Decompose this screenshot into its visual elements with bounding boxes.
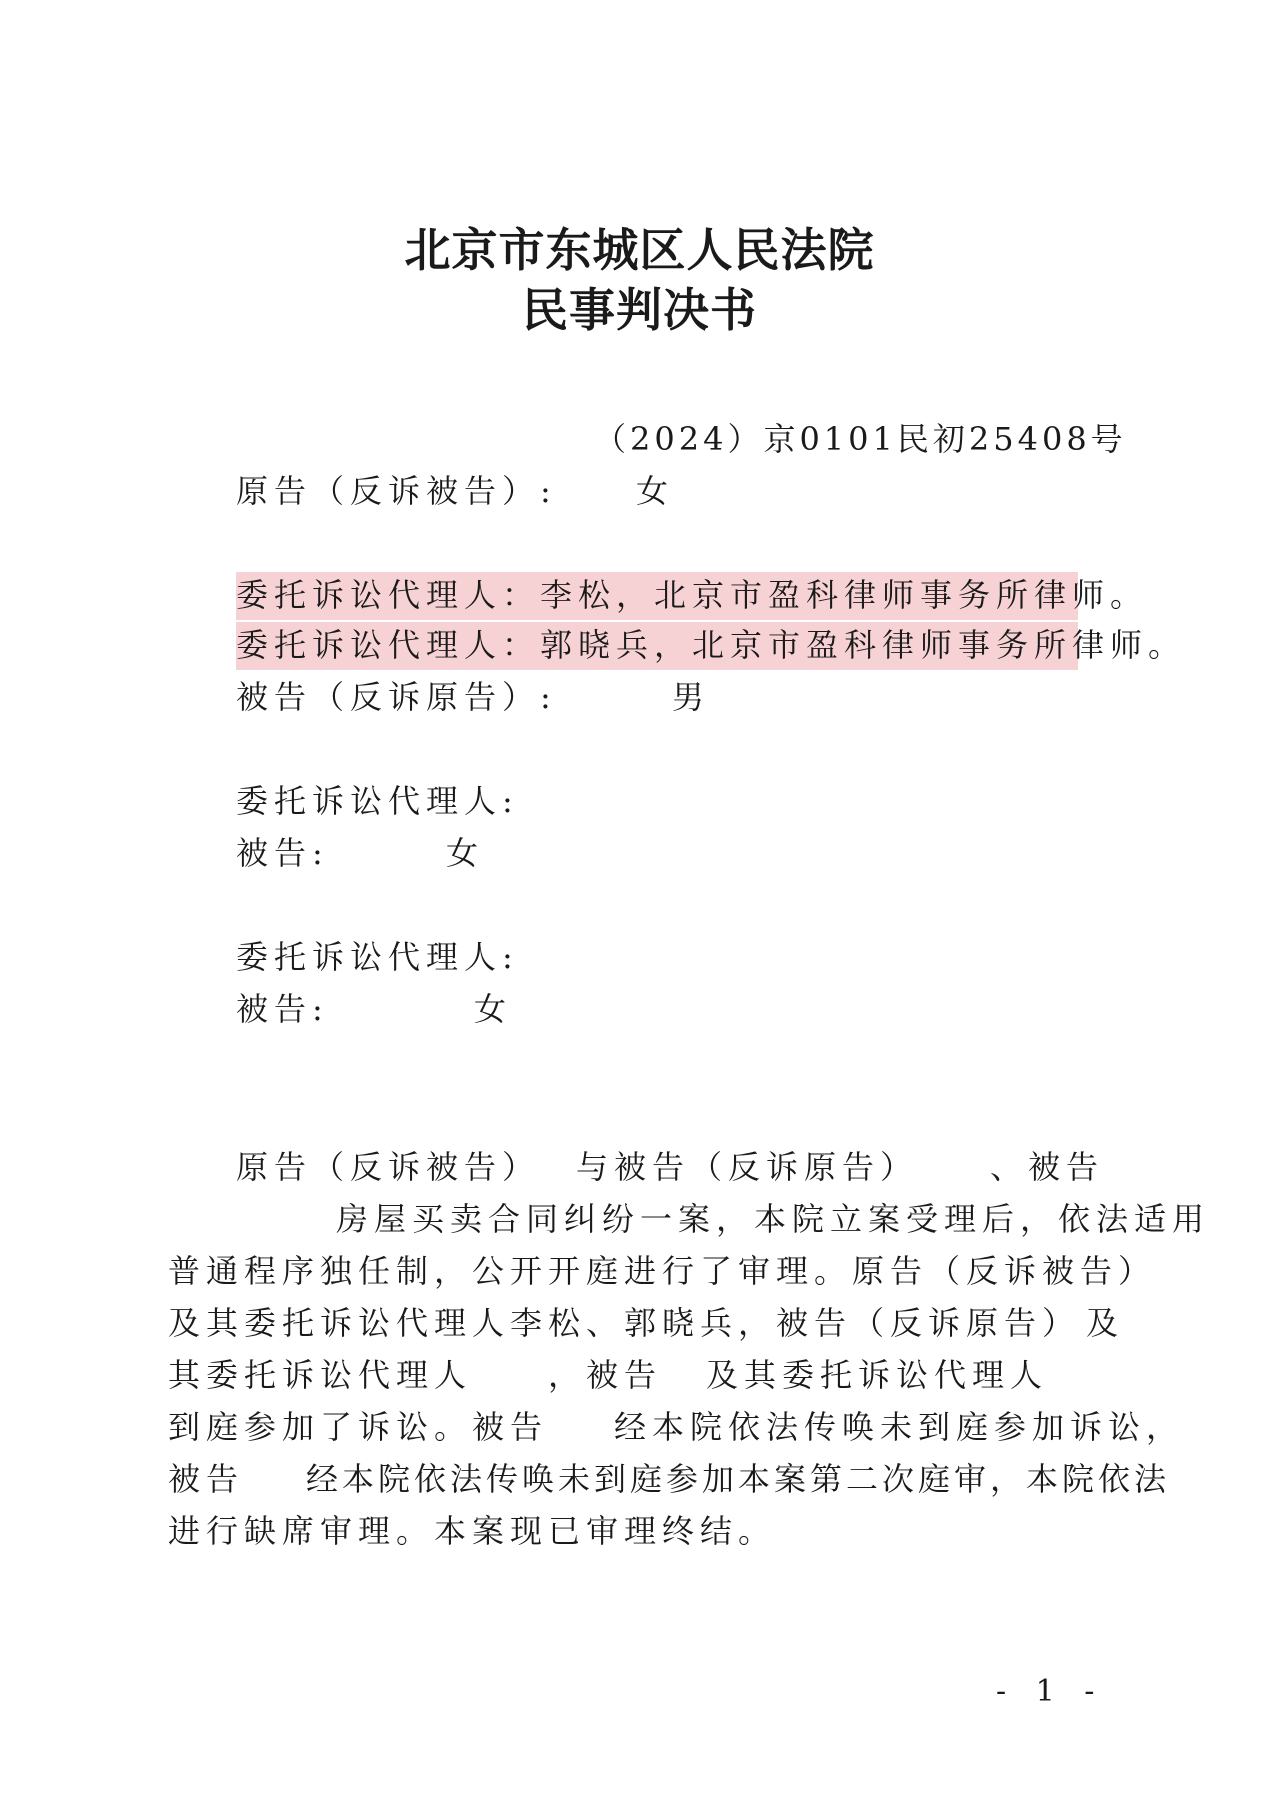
body-line-4a: 及其委托诉讼代理人李松、郭晓兵，被告（反诉原告）	[168, 1304, 1081, 1342]
body-line-6a: 到庭参加了诉讼。被告	[168, 1408, 549, 1446]
body-line-7a: 被告	[168, 1460, 245, 1498]
defendant1-agent-label: 委托诉讼代理人:	[236, 782, 519, 820]
body-line-6b: 经本院依法传唤未到庭参加诉讼，	[614, 1408, 1185, 1446]
body-line-1b: 与被告（反诉原告）	[576, 1148, 919, 1186]
defendant2-gender: 女	[446, 834, 485, 872]
defendant2-label: 被告:	[236, 834, 329, 872]
body-line-2: 房屋买卖合同纠纷一案，本院立案受理后，依法适用	[336, 1200, 1211, 1238]
body-line-4b: 及	[1086, 1304, 1125, 1342]
body-line-1c: 、被告	[990, 1148, 1105, 1186]
body-line-5b: ，被告	[548, 1356, 663, 1394]
case-number: （2024）京0101民初25408号	[594, 420, 1127, 458]
body-line-5a: 其委托诉讼代理人	[168, 1356, 473, 1394]
defendant1-gender: 男	[672, 678, 711, 716]
body-line-7b: 经本院依法传唤未到庭参加本案第二次庭审，本院依法	[306, 1460, 1171, 1498]
defendant1-label: 被告（反诉原告）:	[236, 678, 557, 716]
defendant3-gender: 女	[474, 990, 513, 1028]
plaintiff-agent-1: 委托诉讼代理人：李松，北京市盈科律师事务所律师。	[236, 576, 1149, 614]
plaintiff-gender: 女	[636, 472, 675, 510]
page-number: - 1 -	[996, 1674, 1105, 1709]
court-name-title: 北京市东城区人民法院	[404, 223, 875, 277]
defendant2-agent-label: 委托诉讼代理人:	[236, 938, 519, 976]
document-type-title: 民事判决书	[522, 283, 757, 337]
plaintiff-label: 原告（反诉被告）:	[236, 472, 557, 510]
body-line-5c: 及其委托诉讼代理人	[706, 1356, 1049, 1394]
defendant3-label: 被告:	[236, 990, 329, 1028]
body-line-8: 进行缺席审理。本案现已审理终结。	[168, 1512, 777, 1550]
plaintiff-agent-2: 委托诉讼代理人：郭晓兵，北京市盈科律师事务所律师。	[236, 626, 1187, 664]
body-line-3: 普通程序独任制，公开开庭进行了审理。原告（反诉被告）	[168, 1252, 1157, 1290]
body-line-1a: 原告（反诉被告）	[236, 1148, 541, 1186]
